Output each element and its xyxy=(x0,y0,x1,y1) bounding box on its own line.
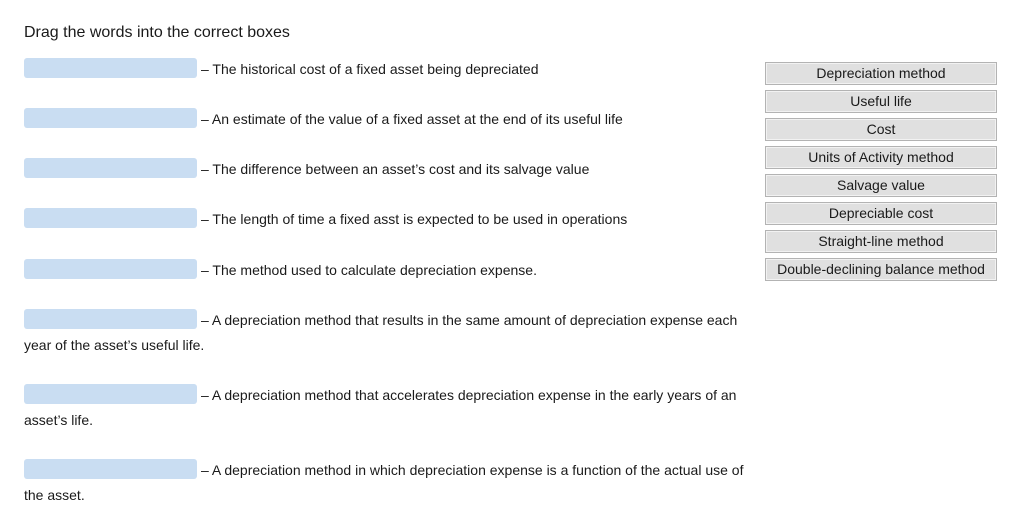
question-text: – A depreciation method that accelerates depreciation expense in the early years of an asset’s life. xyxy=(24,387,737,428)
drop-box[interactable] xyxy=(24,208,197,228)
question-item xyxy=(24,57,764,82)
question-text: – An estimate of the value of a fixed asset at the end of its useful life xyxy=(201,111,623,127)
question-item xyxy=(24,258,764,283)
question-item xyxy=(24,383,764,433)
question-text: – A depreciation method in which depreciation expense is a function of the actual use of the asset. xyxy=(24,462,744,503)
drop-box[interactable] xyxy=(24,58,197,78)
draggable-word[interactable]: Salvage value xyxy=(765,174,997,197)
drop-box[interactable] xyxy=(24,108,197,128)
draggable-word[interactable]: Straight-line method xyxy=(765,230,997,253)
draggable-word[interactable]: Depreciation method xyxy=(765,62,997,85)
question-text: – The historical cost of a fixed asset being depreciated xyxy=(201,61,539,77)
question-text: – The length of time a fixed asst is expected to be used in operations xyxy=(201,211,628,227)
word-bank xyxy=(765,62,997,286)
draggable-word[interactable]: Useful life xyxy=(765,90,997,113)
question-item xyxy=(24,157,764,182)
drop-box[interactable] xyxy=(24,309,197,329)
drop-box[interactable] xyxy=(24,384,197,404)
draggable-word[interactable]: Cost xyxy=(765,118,997,141)
instruction-heading: Drag the words into the correct boxes xyxy=(24,24,290,41)
drop-box[interactable] xyxy=(24,259,197,279)
question-text: – The difference between an asset’s cost and its salvage value xyxy=(201,161,590,177)
question-item xyxy=(24,308,764,358)
question-text: – A depreciation method that results in the same amount of depreciation expense each year of the asset’s useful life. xyxy=(24,312,738,353)
draggable-word[interactable]: Depreciable cost xyxy=(765,202,997,225)
question-item xyxy=(24,207,764,232)
draggable-word[interactable]: Double-declining balance method xyxy=(765,258,997,281)
drop-box[interactable] xyxy=(24,158,197,178)
draggable-word[interactable]: Units of Activity method xyxy=(765,146,997,169)
question-item xyxy=(24,107,764,132)
drop-box[interactable] xyxy=(24,459,197,479)
question-text: – The method used to calculate depreciation expense. xyxy=(201,262,537,278)
question-item xyxy=(24,458,764,508)
